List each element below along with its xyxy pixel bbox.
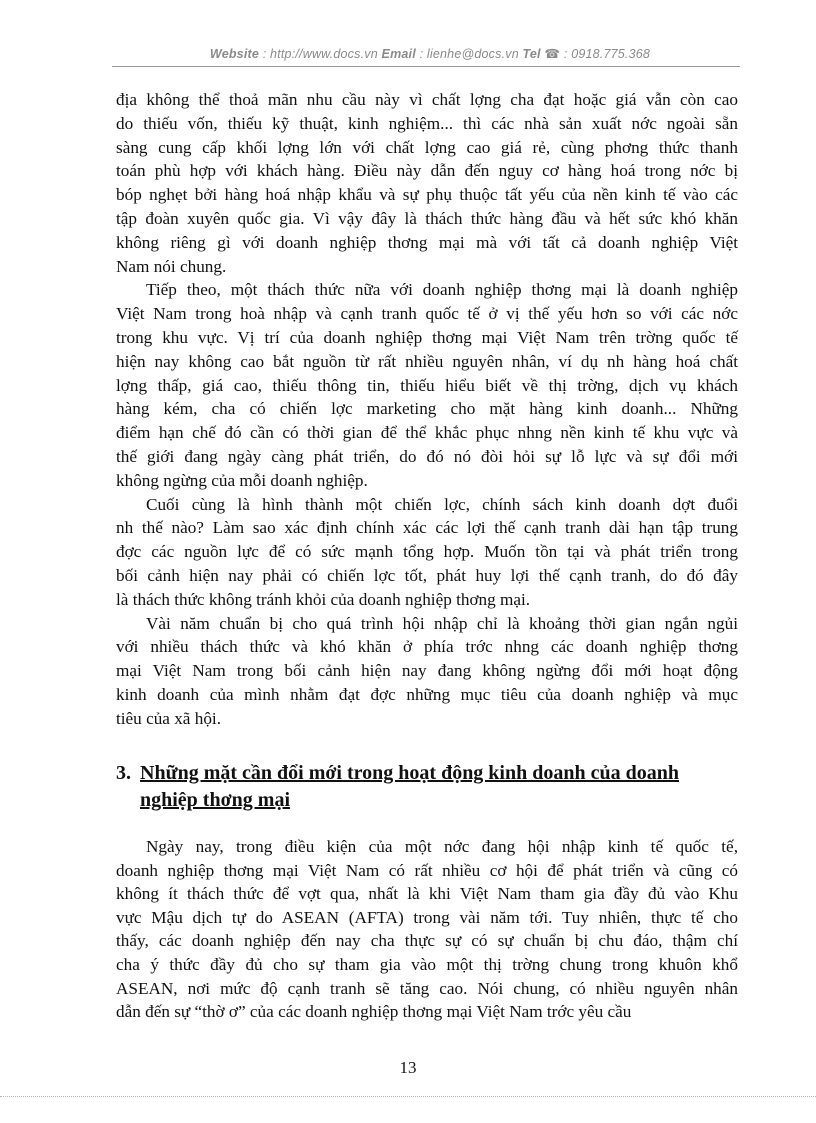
text-line: tiêu của xã hội.	[116, 708, 221, 728]
text-line: hàng kém, cha có chiến lợc marketing cho mặt hàng kinh doanh... Những	[116, 399, 738, 419]
section-title-line-2: nghiệp thơng mại	[140, 789, 290, 811]
text-line: là thách thức không tránh khỏi của doanh nghiệp thơng mại.	[116, 589, 531, 609]
text-line: Vài năm chuẩn bị cho quá trình hội nhập chỉ là khoảng thời gian ngắn ngủi	[146, 613, 738, 633]
text-line: Ngày nay, trong điều kiện của một nớc đang hội nhập kinh tế quốc tế,	[146, 837, 738, 856]
section-number: 3.	[116, 762, 131, 784]
text-line: toán phù hợp với khách hàng. Điều này dẫn đến nguy cơ hàng hoá trong nớc bị	[116, 161, 738, 181]
text-line: địa không thể thoả mãn nhu cầu này vì chất lợng cha đạt hoặc giá vẫn còn cao	[116, 90, 738, 109]
body-text-bottom	[116, 835, 738, 1024]
paragraph	[116, 493, 738, 612]
header-divider	[112, 66, 740, 67]
page-number: 13	[399, 1058, 417, 1077]
text-line: không ít thách thức để vợt qua, nhất là khi Việt Nam tham gia đầy đủ vào Khu	[116, 884, 738, 904]
email-label: Email	[381, 47, 416, 61]
website-value: : http://www.docs.vn	[259, 47, 382, 61]
text-line: dẫn đến sự “thờ ơ” của các doanh nghiệp thơng mại Việt Nam trớc yêu cầu	[116, 1002, 632, 1022]
text-line: vực Mậu dịch tự do ASEAN (AFTA) trong vài năm tới. Tuy nhiên, thực tế cho	[116, 907, 738, 927]
email-value: : lienhe@docs.vn	[415, 47, 523, 61]
paragraph	[116, 835, 738, 1024]
text-line: không ngừng của mỗi doanh nghiệp.	[116, 470, 368, 490]
text-line: do thiếu vốn, thiếu kỹ thuật, kinh nghiệm... thì các nhà sản xuất nớc ngoài sẵn	[116, 113, 738, 133]
text-line: điểm hạn chế đó cần có thời gian để thể khắc phục nhng nền kinh tế khu vực và	[116, 423, 738, 443]
footer-divider	[0, 1096, 816, 1097]
text-line: hiện nay không cao bắt nguồn từ rất nhiều nguyên nhân, ví dụ nh hàng hoá chất	[116, 351, 738, 371]
tel-label: Tel	[522, 47, 541, 61]
paragraph	[116, 612, 738, 731]
text-line: ASEAN, nơi mức độ cạnh tranh sẽ tăng cao. Nói chung, có nhiều nguyên nhân	[116, 978, 738, 998]
text-line: trong khu vực. Vị trí của doanh nghiệp thơng mại Việt Nam trên trờng quốc tế	[116, 327, 738, 347]
text-line: bối cảnh hiện nay phải có chiến lợc tốt, phát huy lợi thế cạnh tranh, do đó đây	[116, 565, 738, 585]
text-line: thấy, các doanh nghiệp đến nay cha thực sự có sự chuẩn bị chu đáo, thậm chí	[116, 931, 738, 951]
text-line: thế giới đang ngày càng phát triển, do đó nó đòi hỏi sự lỗ lực và sự đổi mới	[116, 446, 738, 466]
text-line: sàng cung cấp khối lợng lớn với chất lợng cao giá rẻ, cùng phơng thức thanh	[116, 137, 738, 157]
text-line: kinh doanh của mình nhằm đạt đợc những mục tiêu của doanh nghiệp và mục	[116, 684, 738, 704]
body-text-top	[116, 88, 738, 731]
text-line: đợc các nguồn lực để có sức mạnh tổng hợp. Muốn tồn tại và phát triển trong	[116, 542, 738, 562]
text-line: Việt Nam trong hoà nhập và cạnh tranh quốc tế ở vị thế yếu hơn so với các nớc	[116, 304, 738, 324]
paragraph	[116, 278, 738, 492]
text-line: Nam nói chung.	[116, 256, 227, 276]
text-line: cha ý thức đầy đủ cho sự tham gia vào một thị trờng chung trong khuôn khổ	[116, 954, 738, 974]
text-line: mại Việt Nam trong bối cảnh hiện nay đang không ngừng đổi mới hoạt động	[116, 661, 738, 681]
section-title-line-1: Những mặt cần đổi mới trong hoạt động kinh doanh của doanh	[140, 762, 679, 784]
text-line: doanh nghiệp thơng mại Việt Nam có rất nhiều cơ hội để phát triển và cũng có	[116, 860, 738, 880]
page-header	[118, 46, 742, 61]
text-line: nh thế nào? Làm sao xác định chính xác các lợi thế cạnh tranh dài hạn tập trung	[116, 518, 738, 538]
text-line: bóp nghẹt bởi hàng hoá nhập khẩu và sự phụ thuộc tất yếu của nền kinh tế vào các	[116, 185, 738, 205]
tel-value: ☎ : 0918.775.368	[540, 47, 651, 61]
text-line: Cuối cùng là hình thành một chiến lợc, chính sách kinh doanh dợt đuổi	[146, 494, 738, 514]
text-line: với nhiều thách thức và khó khăn ở phía trớc nhng các doanh nghiệp thơng	[116, 637, 738, 657]
text-line: tập đoàn xuyên quốc gia. Vì vậy đây là thách thức hàng đầu và hết sức khó khăn	[116, 208, 738, 228]
website-label: Website	[209, 47, 260, 61]
text-line: Tiếp theo, một thách thức nữa với doanh nghiệp thơng mại là doanh nghiệp	[146, 280, 738, 300]
text-line: không riêng gì với doanh nghiệp thơng mại mà với tất cả doanh nghiệp Việt	[116, 232, 738, 252]
text-line: lợng thấp, giá cao, thiếu thông tin, thiếu hiểu biết về thị trờng, dịch vụ khách	[116, 375, 738, 395]
paragraph	[116, 88, 738, 278]
